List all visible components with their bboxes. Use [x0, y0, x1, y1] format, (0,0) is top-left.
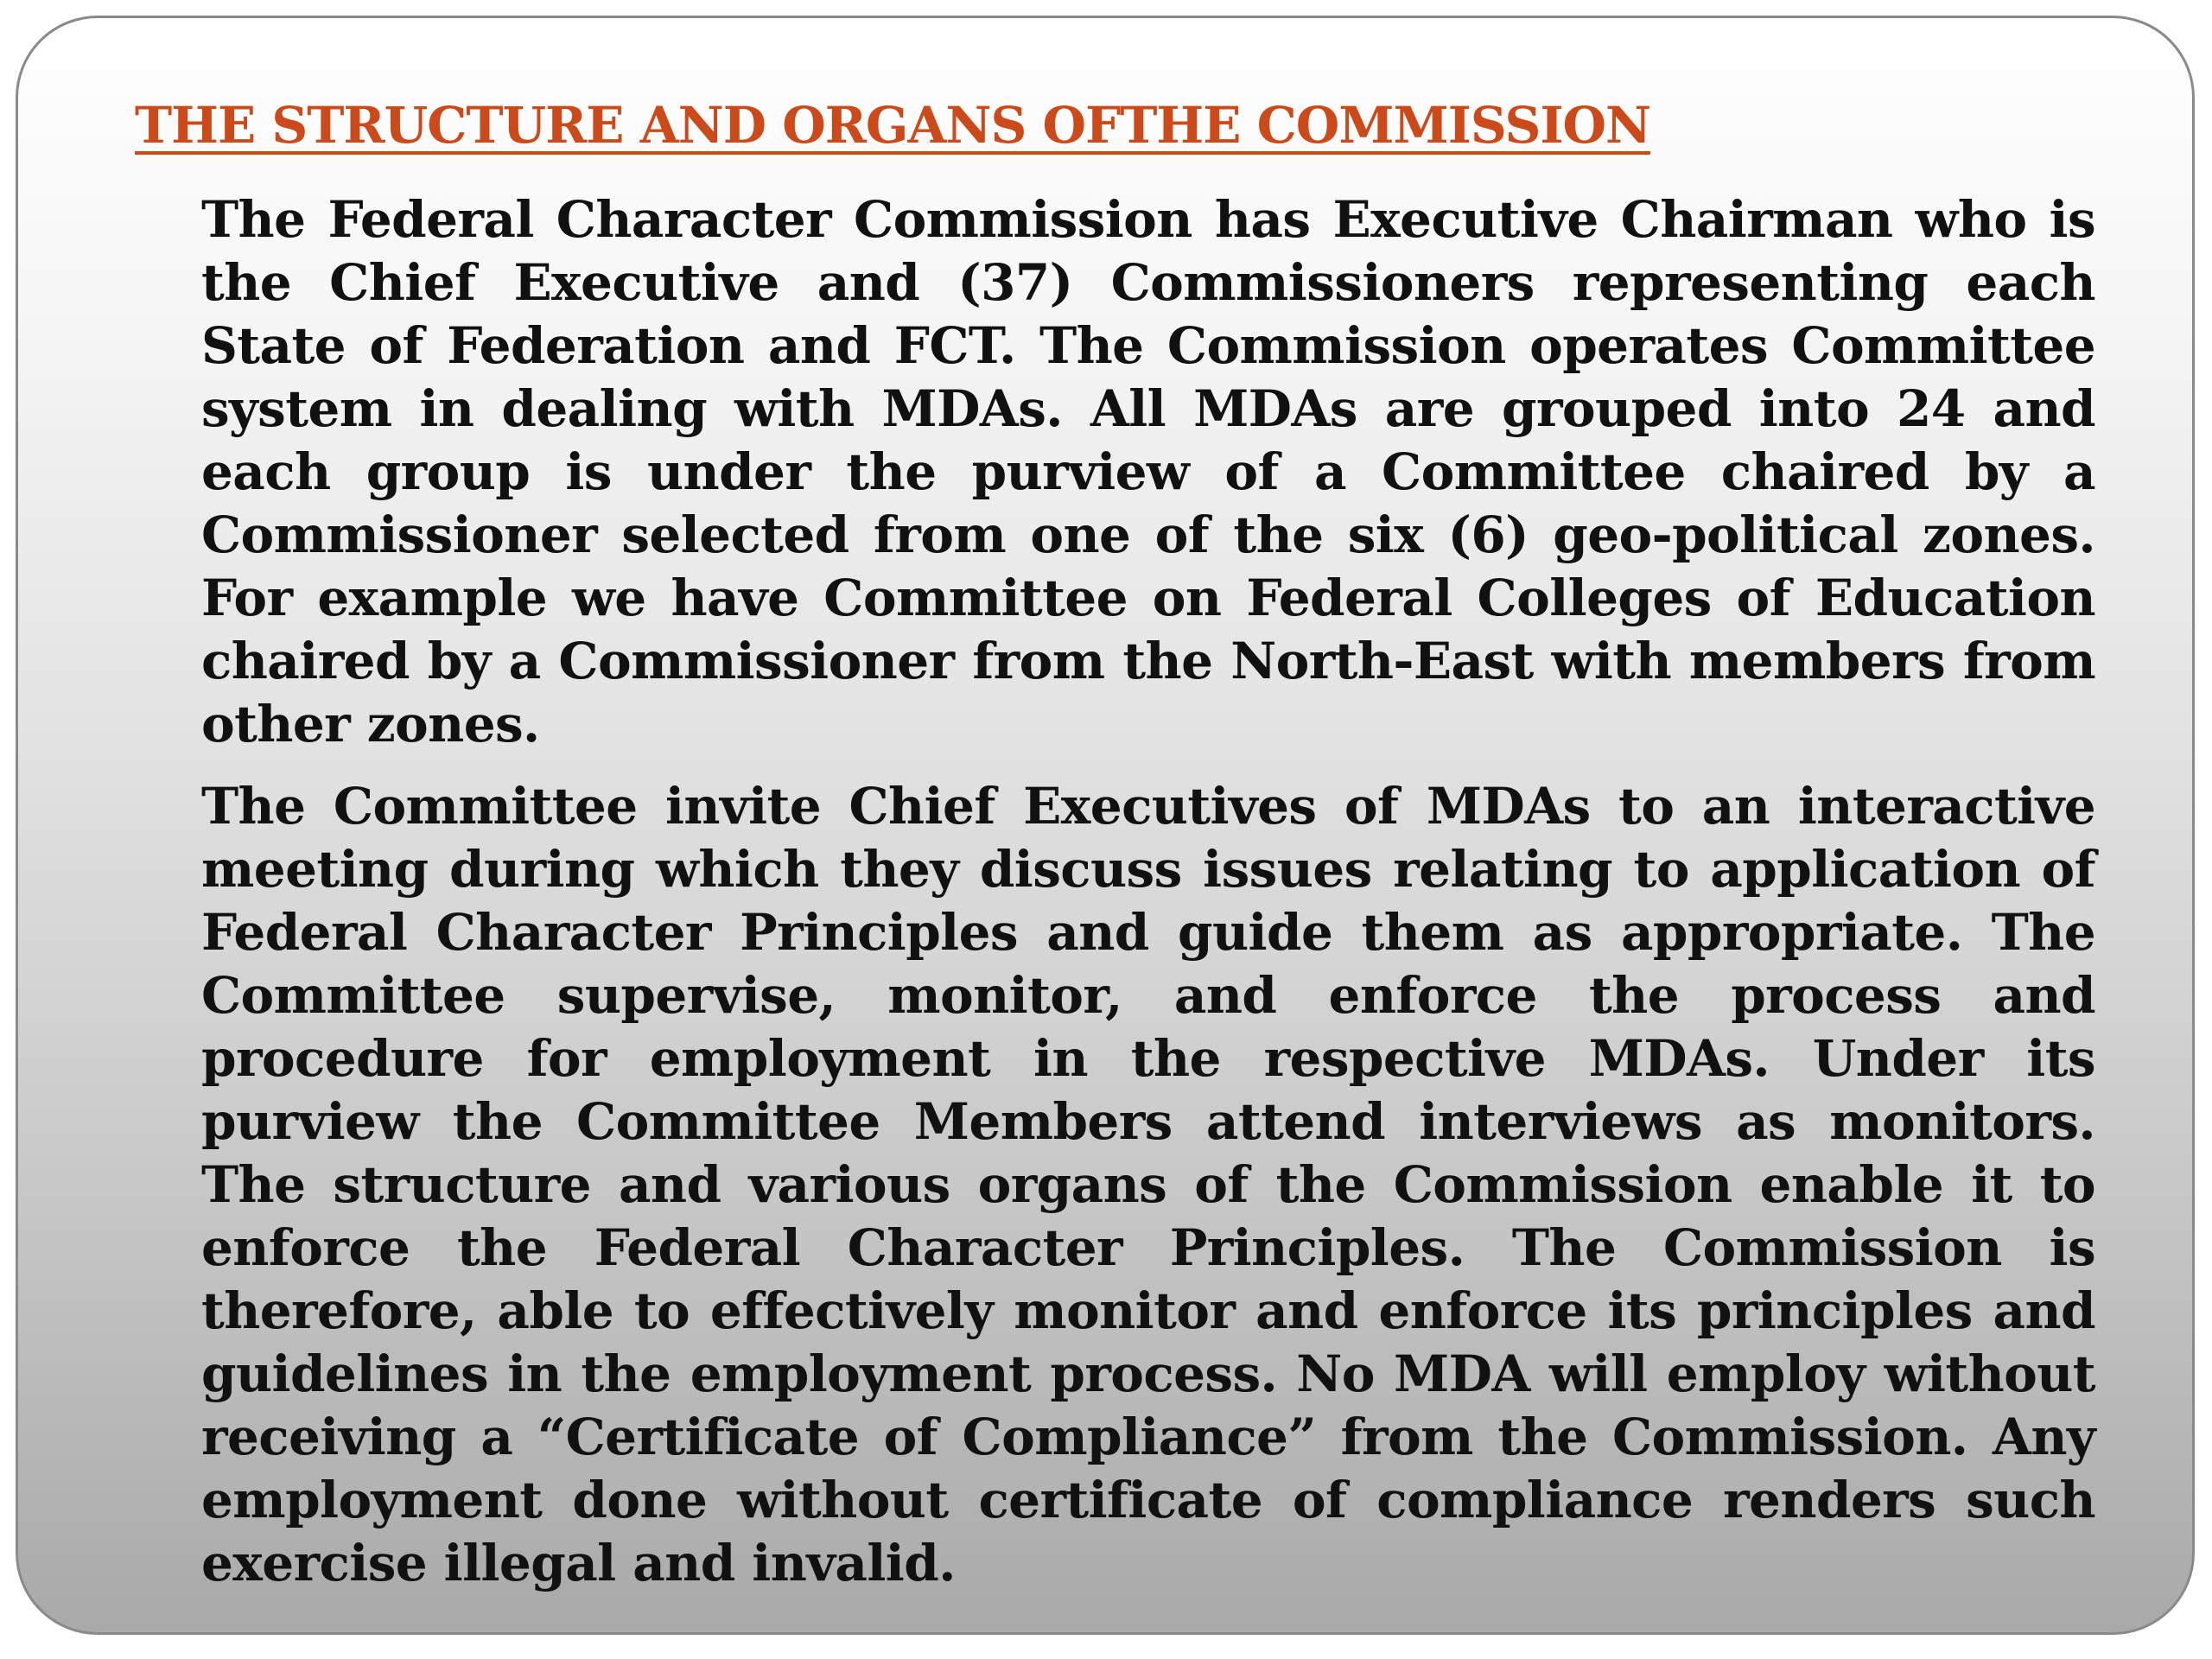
slide-body — [201, 188, 2095, 1595]
slide-frame — [16, 16, 2195, 1635]
slide-title: THE STRUCTURE AND ORGANS OFTHE COMMISSION — [135, 96, 1650, 155]
paragraph-committee-structure: The Federal Character Commission has Executive Chairman who is the Chief Executive and (37) Commissioners representing each State of Federation and FCT. The Commission operates Committee system in dealing with MDAs. All MDAs are grouped into 24 and each group is under the purview of a Committee chaired by a Commissioner selected from one of the six (6) geo-political zones. For example we have Committee on Federal Colleges of Education chaired by a Commissioner from the North-East with members from other zones. — [201, 190, 2095, 753]
paragraph-committee-role: The Committee invite Chief Executives of MDAs to an interactive meeting during which they discuss issues relating to application of Federal Character Principles and guide them as appropriate. The Committee supervise, monitor, and enforce the process and procedure for employment in the respective MDAs. Under its purview the Committee Members attend interviews as monitors. The structure and various organs of the Commission enable it to enforce the Federal Character Principles. The Commission is therefore, able to effectively monitor and enforce its principles and guidelines in the employment process. No MDA will employ without receiving a “Certificate of Compliance” from the Commission. Any employment done without certificate of compliance renders such exercise illegal and invalid. — [201, 777, 2095, 1592]
